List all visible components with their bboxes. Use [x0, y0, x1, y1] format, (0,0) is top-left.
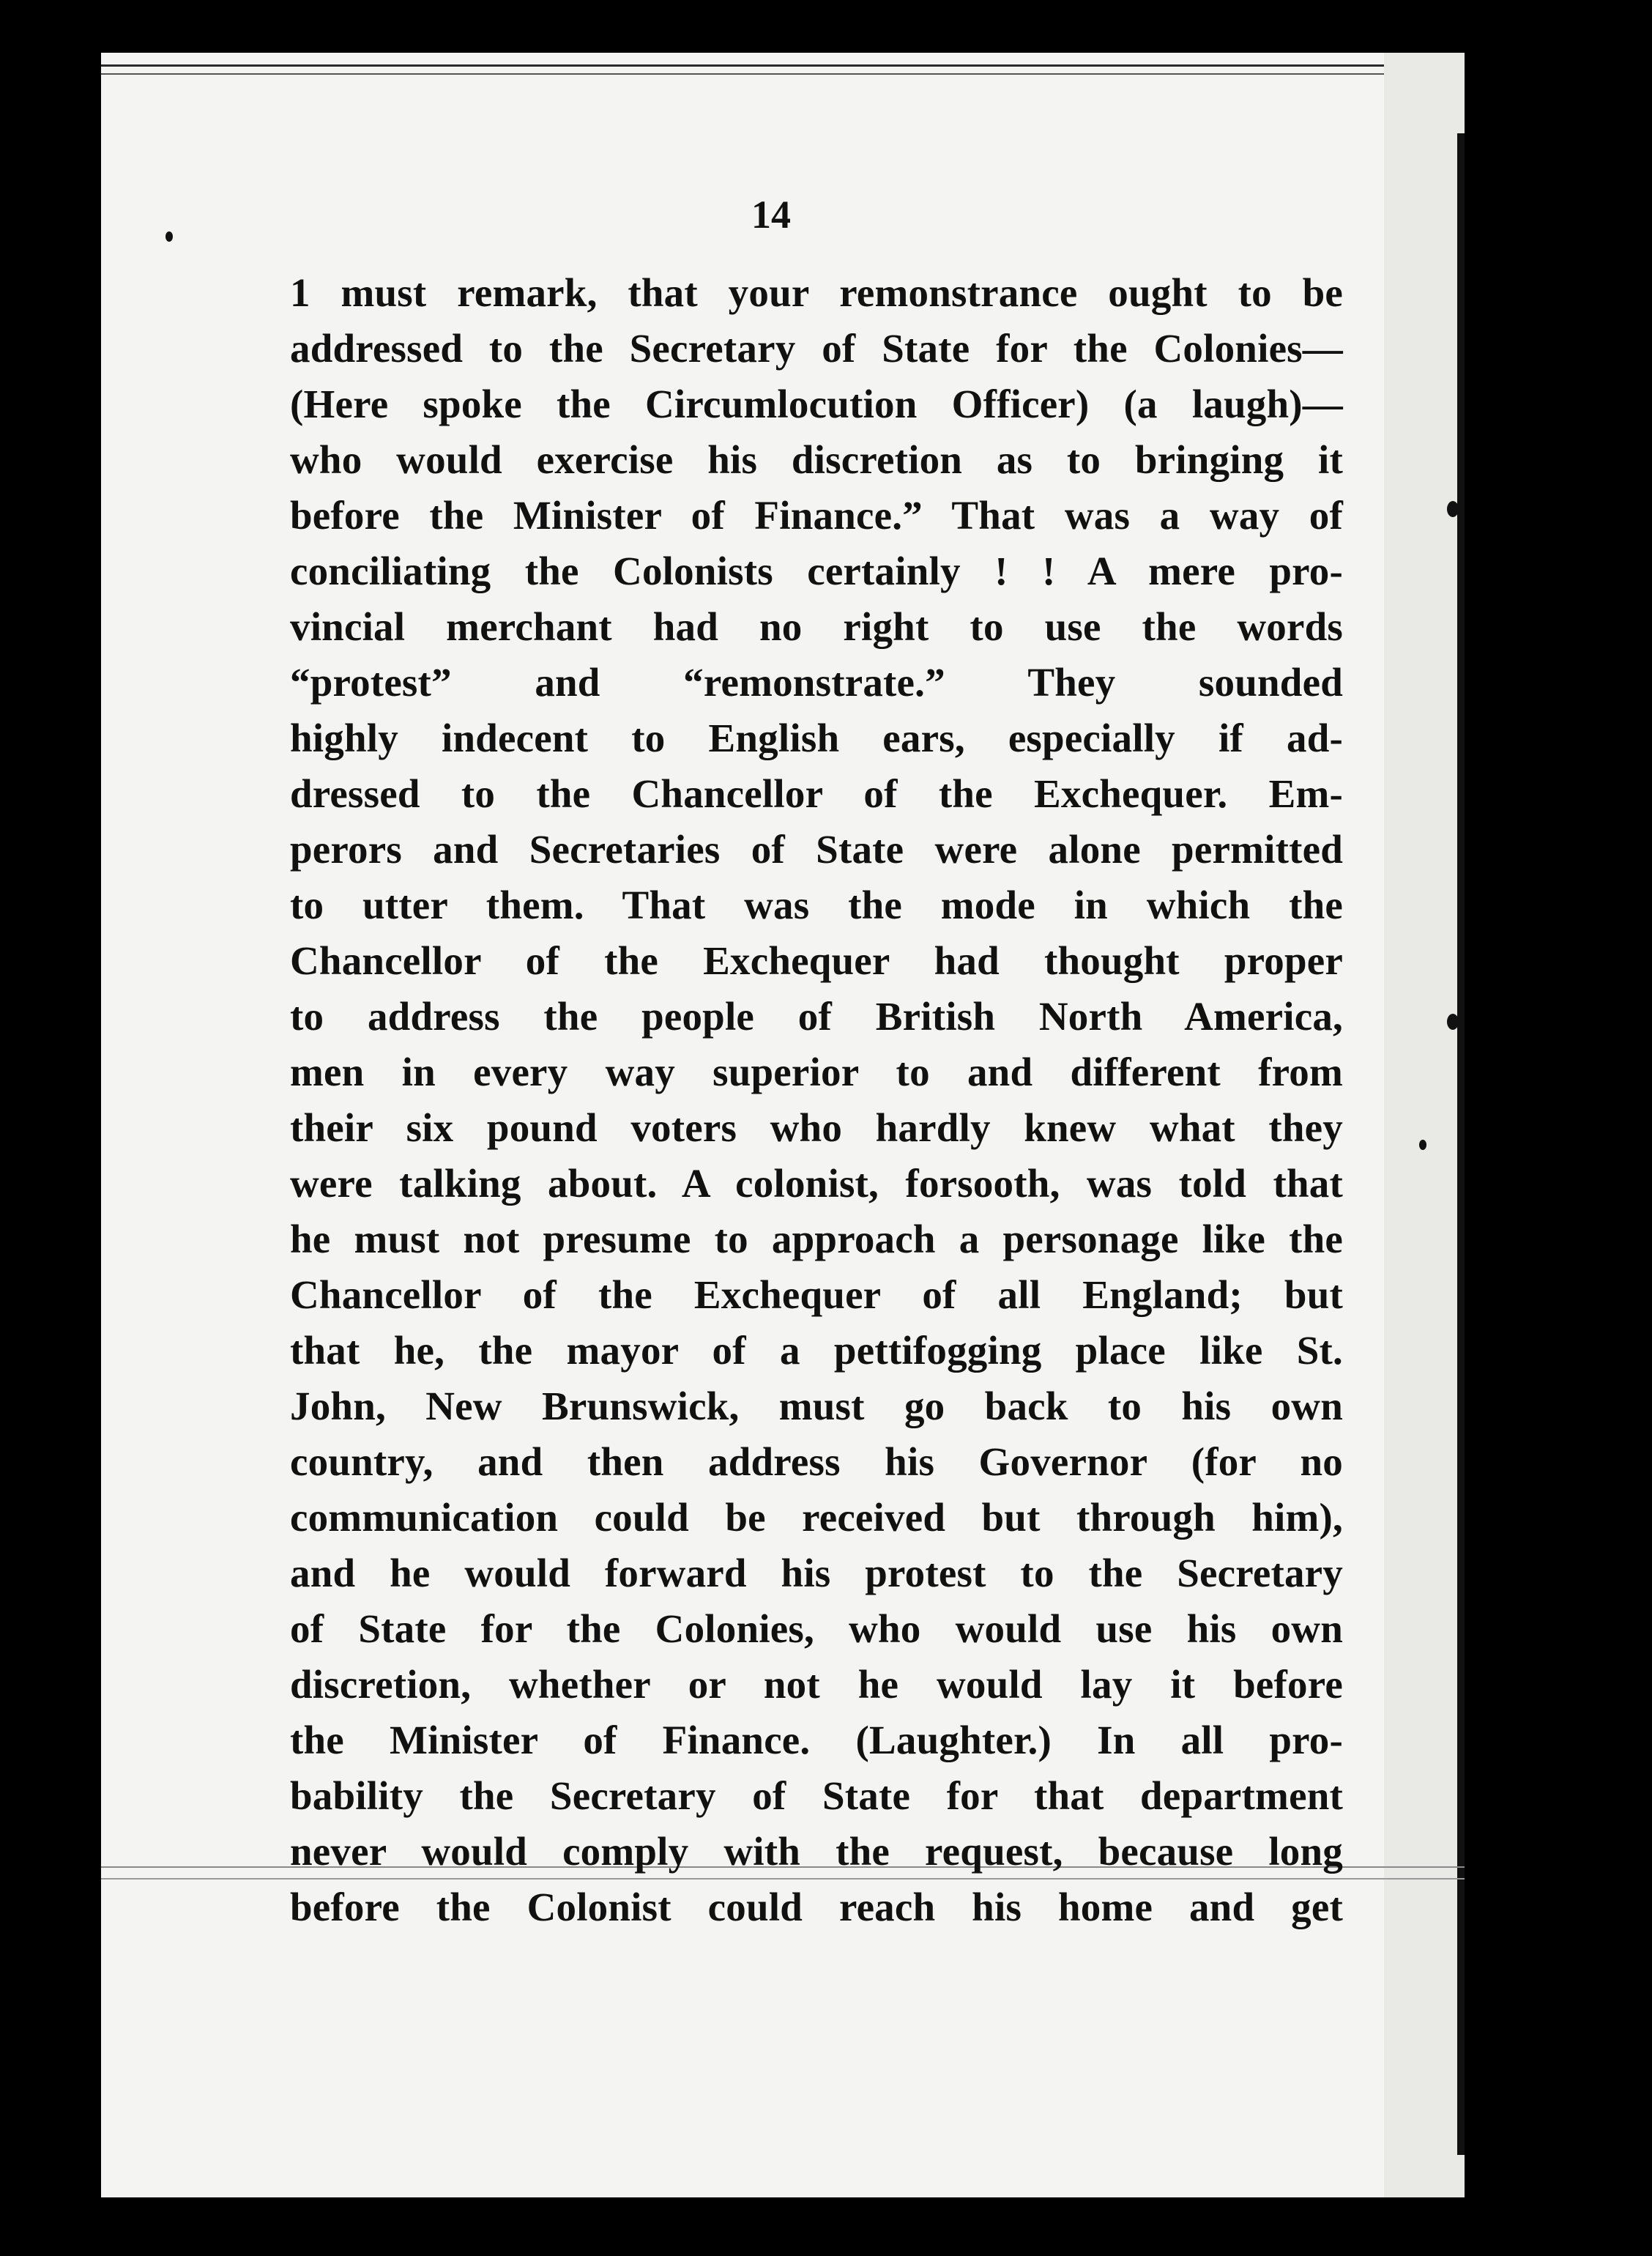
top-rule-line	[101, 64, 1465, 67]
text-line: before the Colonist could reach his home and get	[290, 1885, 1343, 1929]
binding-spine-line	[1457, 133, 1465, 2155]
book-page	[101, 53, 1465, 2197]
text-line: highly indecent to English ears, especially if ad-	[290, 716, 1343, 760]
text-line: were talking about. A colonist, forsooth, was told that	[290, 1161, 1343, 1206]
text-line: “protest” and “remonstrate.” They sounded	[290, 660, 1343, 705]
text-line: bability the Secretary of State for that department	[290, 1773, 1343, 1818]
text-line: who would exercise his discretion as to bringing it	[290, 437, 1343, 482]
text-line: before the Minister of Finance.” That was a way of	[290, 493, 1343, 538]
text-line: communication could be received but through him),	[290, 1495, 1343, 1540]
text-line: Chancellor of the Exchequer of all England; but	[290, 1272, 1343, 1317]
text-line: conciliating the Colonists certainly ! ! A mere pro-	[290, 549, 1343, 593]
top-rule-line-secondary	[101, 73, 1465, 75]
text-line: never would comply with the request, because long	[290, 1829, 1343, 1874]
text-line: he must not presume to approach a personage like the	[290, 1217, 1343, 1261]
page-number: 14	[751, 193, 791, 237]
text-line: (Here spoke the Circumlocution Officer) (a laugh)—	[290, 382, 1343, 426]
text-line: to utter them. That was the mode in which the	[290, 883, 1343, 927]
text-line: 1 must remark, that your remonstrance ought to be	[290, 270, 1343, 315]
text-line: addressed to the Secretary of State for the Colonies—	[290, 326, 1343, 371]
text-line: discretion, whether or not he would lay it before	[290, 1662, 1343, 1707]
text-line: John, New Brunswick, must go back to his own	[290, 1384, 1343, 1428]
text-line: of State for the Colonies, who would use his own	[290, 1606, 1343, 1651]
text-line: to address the people of British North America,	[290, 994, 1343, 1039]
text-line: country, and then address his Governor (for no	[290, 1439, 1343, 1484]
text-line: vincial merchant had no right to use the words	[290, 604, 1343, 649]
text-line: the Minister of Finance. (Laughter.) In all pro-	[290, 1718, 1343, 1762]
ink-speck	[1447, 501, 1459, 517]
text-line: men in every way superior to and different from	[290, 1050, 1343, 1094]
body-text	[290, 265, 1343, 1935]
text-line: Chancellor of the Exchequer had thought proper	[290, 938, 1343, 983]
text-line: that he, the mayor of a pettifogging place like St.	[290, 1328, 1343, 1373]
page-gutter	[1384, 53, 1465, 2197]
text-line: their six pound voters who hardly knew what they	[290, 1105, 1343, 1150]
ink-speck	[1419, 1140, 1426, 1150]
text-line: and he would forward his protest to the Secretary	[290, 1551, 1343, 1595]
text-line: dressed to the Chancellor of the Exchequer. Em-	[290, 771, 1343, 816]
ink-speck	[1447, 1014, 1459, 1030]
text-line: perors and Secretaries of State were alone permitted	[290, 827, 1343, 872]
